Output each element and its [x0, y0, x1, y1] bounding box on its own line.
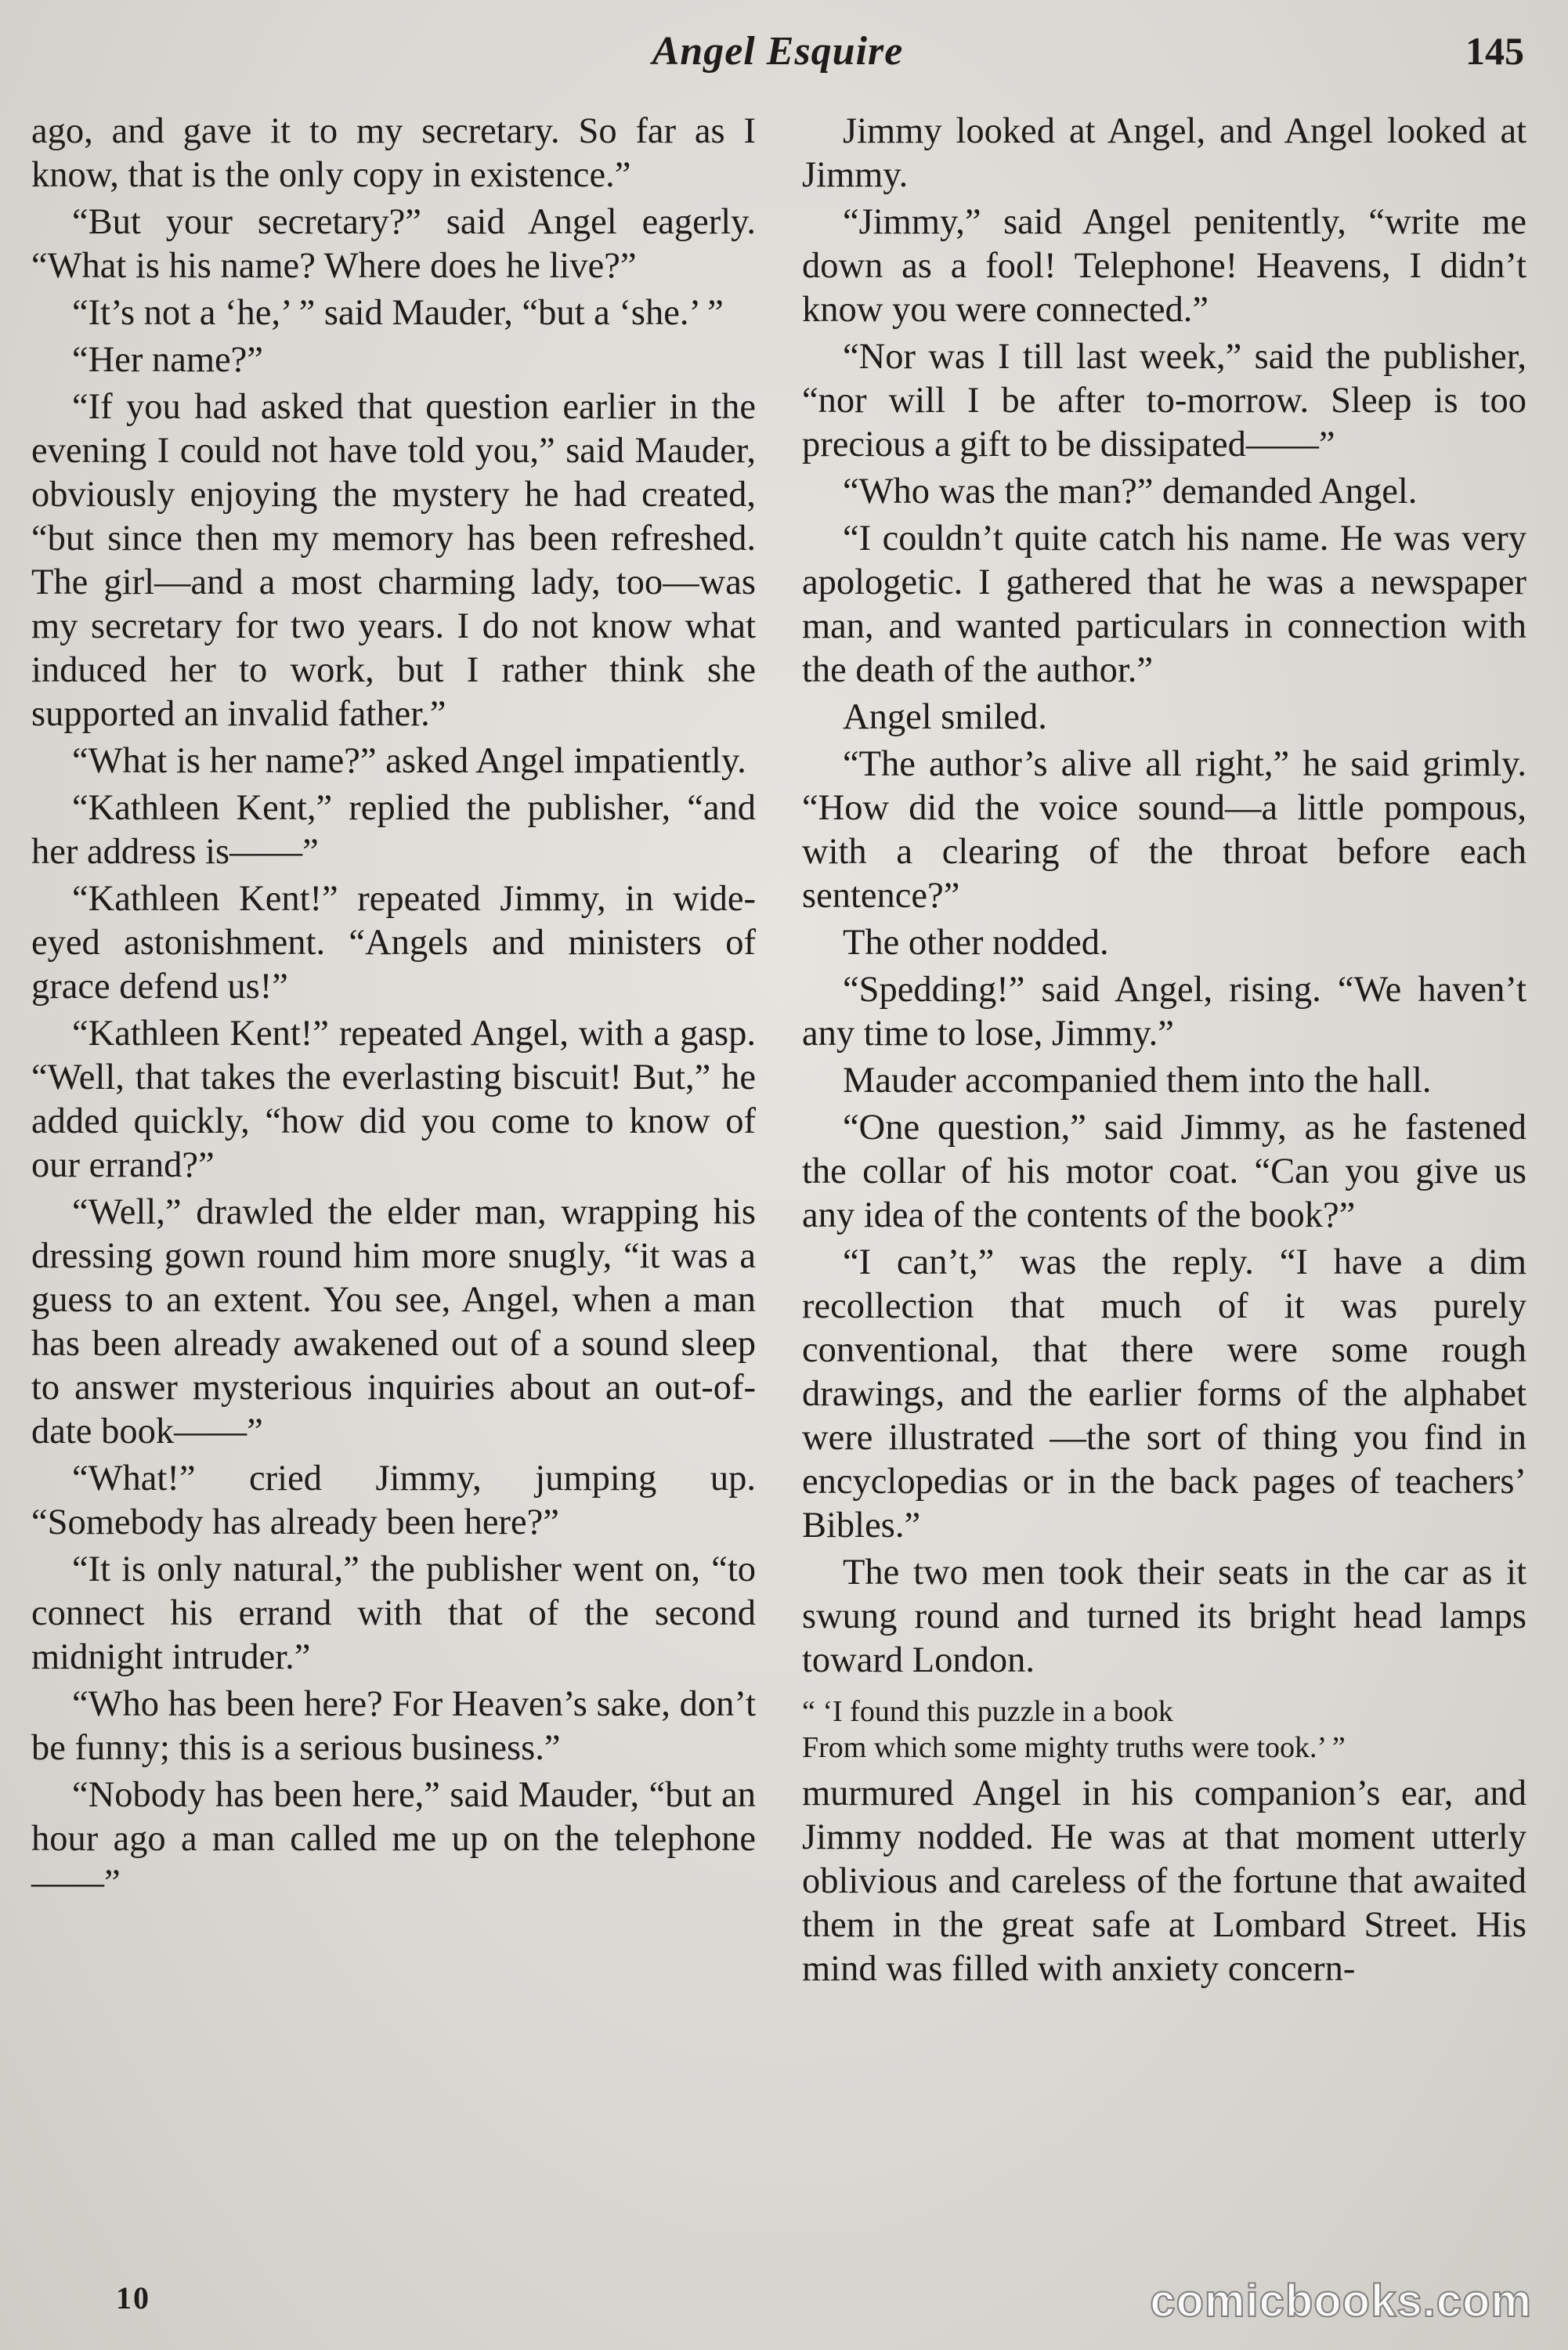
paragraph: “What!” cried Jimmy, jumping up. “Somebody has already been here?”: [31, 1459, 756, 1542]
paragraph: “I couldn’t quite catch his name. He was very apologetic. I gathered that he was a newspaper man, and wanted particulars in connection with the death of the author.”: [802, 519, 1526, 690]
paragraph: “Kathleen Kent,” replied the publisher, “and her address is——”: [31, 788, 756, 872]
paragraph: “Who has been here? For Heaven’s sake, don’t be funny; this is a serious business.”: [31, 1684, 756, 1768]
paragraph: murmured Angel in his companion’s ear, and Jimmy nodded. He was at that moment utterly oblivious and careless of the fortune that awaited them in the great safe at Lombard Street. His mind was filled with anxiety concern-: [802, 1773, 1526, 1989]
paragraph: Angel smiled.: [843, 697, 1047, 737]
paragraph: “Nobody has been here,” said Mauder, “but an hour ago a man called me up on the telephone——”: [31, 1775, 756, 1903]
paragraph: “Nor was I till last week,” said the publisher, “nor will I be after to-morrow. Sleep is too precious a gift to be dissipated——”: [802, 337, 1526, 465]
paragraph: “One question,” said Jimmy, as he fastened the collar of his motor coat. “Can you give us any idea of the contents of the book?”: [802, 1108, 1526, 1235]
paragraph: The other nodded.: [843, 923, 1109, 963]
paragraph: “Well,” drawled the elder man, wrapping his dressing gown round him more snugly, “it was a guess to an extent. You see, Angel, when a man has been already awakened out of a sound sleep to answer mysterious inquiries about an out-of-date book——”: [31, 1192, 756, 1452]
paragraph: “It is only natural,” the publisher went on, “to connect his errand with that of the second midnight intruder.”: [31, 1549, 756, 1677]
paragraph: “Spedding!” said Angel, rising. “We haven’t any time to lose, Jimmy.”: [802, 970, 1526, 1054]
paragraph: “What is her name?” asked Angel impatiently.: [72, 741, 746, 781]
running-title: Angel Esquire: [652, 29, 904, 74]
page-header: [31, 28, 1524, 85]
page-number: 145: [1465, 29, 1524, 73]
paragraph: The two men took their seats in the car as it swung round and turned its bright head lamps toward London.: [802, 1553, 1526, 1680]
paragraph: “If you had asked that question earlier in the evening I could not have told you,” said Mauder, obviously enjoying the mystery he had created, “but since then my memory has been refreshed. The girl—and a most charming lady, too—was my secretary for two years. I do not know what induced her to work, but I rather think she supported an invalid father.”: [31, 387, 756, 734]
watermark: comicbooks.com: [1150, 2276, 1532, 2326]
paragraph: “But your secretary?” said Angel eagerly. “What is his name? Where does he live?”: [31, 202, 756, 286]
paragraph: “I can’t,” was the reply. “I have a dim recollection that much of it was purely conventional, that there were some rough drawings, and the earlier forms of the alphabet were illustrated —the sort of thing you find in encyclopedias or in the back pages of teachers’ Bibles.”: [802, 1242, 1526, 1546]
paragraph: ago, and gave it to my secretary. So far as I know, that is the only copy in existence.”: [31, 111, 756, 195]
verse-line: “ ‘I found this puzzle in a book: [802, 1695, 1173, 1728]
paragraph: Jimmy looked at Angel, and Angel looked at Jimmy.: [802, 111, 1526, 195]
paragraph: “Her name?”: [72, 340, 263, 380]
verse-line: From which some mighty truths were took.’ ”: [802, 1731, 1346, 1764]
left-column: [31, 110, 756, 1908]
signature-mark: 10: [116, 2280, 150, 2316]
paragraph: “Kathleen Kent!” repeated Angel, with a gasp. “Well, that takes the everlasting biscuit! But,” he added quickly, “how did you come to know of our errand?”: [31, 1014, 756, 1185]
paragraph: “Kathleen Kent!” repeated Jimmy, in wide-eyed astonishment. “Angels and ministers of grace defend us!”: [31, 879, 756, 1007]
paragraph: “The author’s alive all right,” he said grimly. “How did the voice sound—a little pompous, with a clearing of the throat before each sentence?”: [802, 744, 1526, 916]
verse-quote: [802, 1694, 1526, 1766]
paragraph: Mauder accompanied them into the hall.: [843, 1061, 1432, 1101]
paragraph: “Who was the man?” demanded Angel.: [843, 472, 1418, 512]
paragraph: “It’s not a ‘he,’ ” said Mauder, “but a ‘she.’ ”: [72, 293, 724, 333]
paragraph: “Jimmy,” said Angel penitently, “write me down as a fool! Telephone! Heavens, I didn’t know you were connected.”: [802, 202, 1526, 330]
right-column: [802, 110, 1526, 1994]
